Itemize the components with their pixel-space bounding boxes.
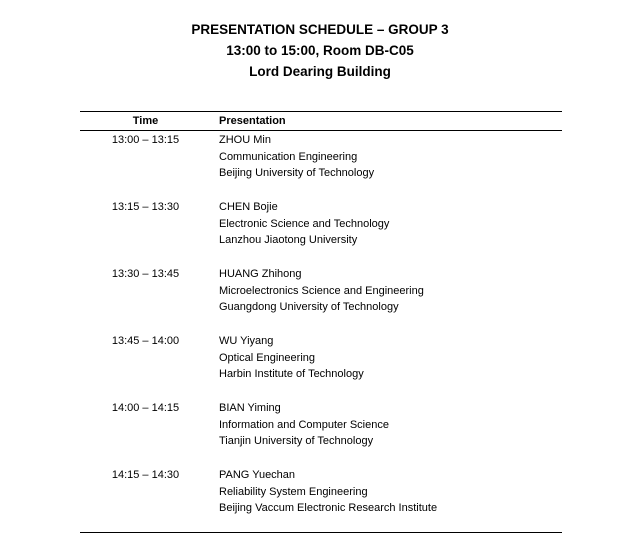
presenter-institution: Harbin Institute of Technology: [219, 368, 364, 381]
column-header-presentation: Presentation: [219, 115, 286, 127]
presenter-major: Communication Engineering: [219, 150, 358, 163]
row-presentation: [219, 467, 437, 517]
presenter-name: WU Yiyang: [219, 335, 274, 347]
presenter-major: Microelectronics Science and Engineering: [219, 284, 424, 297]
row-time: 13:30 – 13:45: [111, 268, 180, 280]
schedule-table-body: [80, 132, 562, 534]
presenter-name: PANG Yuechan: [219, 469, 296, 481]
row-presentation: [219, 333, 364, 383]
table-row: [80, 467, 562, 534]
schedule-title: PRESENTATION SCHEDULE – GROUP 3: [191, 22, 449, 37]
presenter-major: Electronic Science and Technology: [219, 217, 390, 230]
row-time: 13:00 – 13:15: [111, 134, 180, 146]
presenter-major: Optical Engineering: [219, 351, 316, 364]
presenter-major: Reliability System Engineering: [219, 485, 368, 498]
row-time: 14:00 – 14:15: [111, 402, 180, 414]
presenter-name: BIAN Yiming: [219, 402, 281, 414]
row-presentation: [219, 199, 389, 249]
presenter-name: HUANG Zhihong: [219, 268, 302, 280]
row-time: 14:15 – 14:30: [111, 469, 180, 481]
schedule-building: Lord Dearing Building: [249, 64, 391, 79]
column-header-time: Time: [132, 115, 159, 127]
presenter-institution: Beijing Vaccum Electronic Research Institute: [219, 502, 438, 515]
presenter-institution: Beijing University of Technology: [219, 167, 375, 180]
presenter-institution: Lanzhou Jiaotong University: [219, 234, 358, 247]
presenter-name: CHEN Bojie: [219, 201, 278, 213]
table-row: [80, 400, 562, 467]
row-time: 13:45 – 14:00: [111, 335, 180, 347]
table-top-rule: [80, 111, 562, 112]
table-row: [80, 199, 562, 266]
row-presentation: [219, 266, 424, 316]
table-row: [80, 266, 562, 333]
row-time: 13:15 – 13:30: [111, 201, 180, 213]
table-bottom-rule: [80, 532, 562, 533]
table-row: [80, 132, 562, 199]
presenter-institution: Tianjin University of Technology: [219, 435, 374, 448]
schedule-time-room: 13:00 to 15:00, Room DB-C05: [226, 43, 414, 58]
table-row: [80, 333, 562, 400]
presenter-name: ZHOU Min: [219, 134, 271, 146]
presenter-institution: Guangdong University of Technology: [219, 301, 399, 314]
schedule-header: [0, 19, 640, 82]
row-presentation: [219, 400, 389, 450]
row-presentation: [219, 132, 374, 182]
table-header-rule: [80, 130, 562, 131]
presenter-major: Information and Computer Science: [219, 418, 389, 431]
